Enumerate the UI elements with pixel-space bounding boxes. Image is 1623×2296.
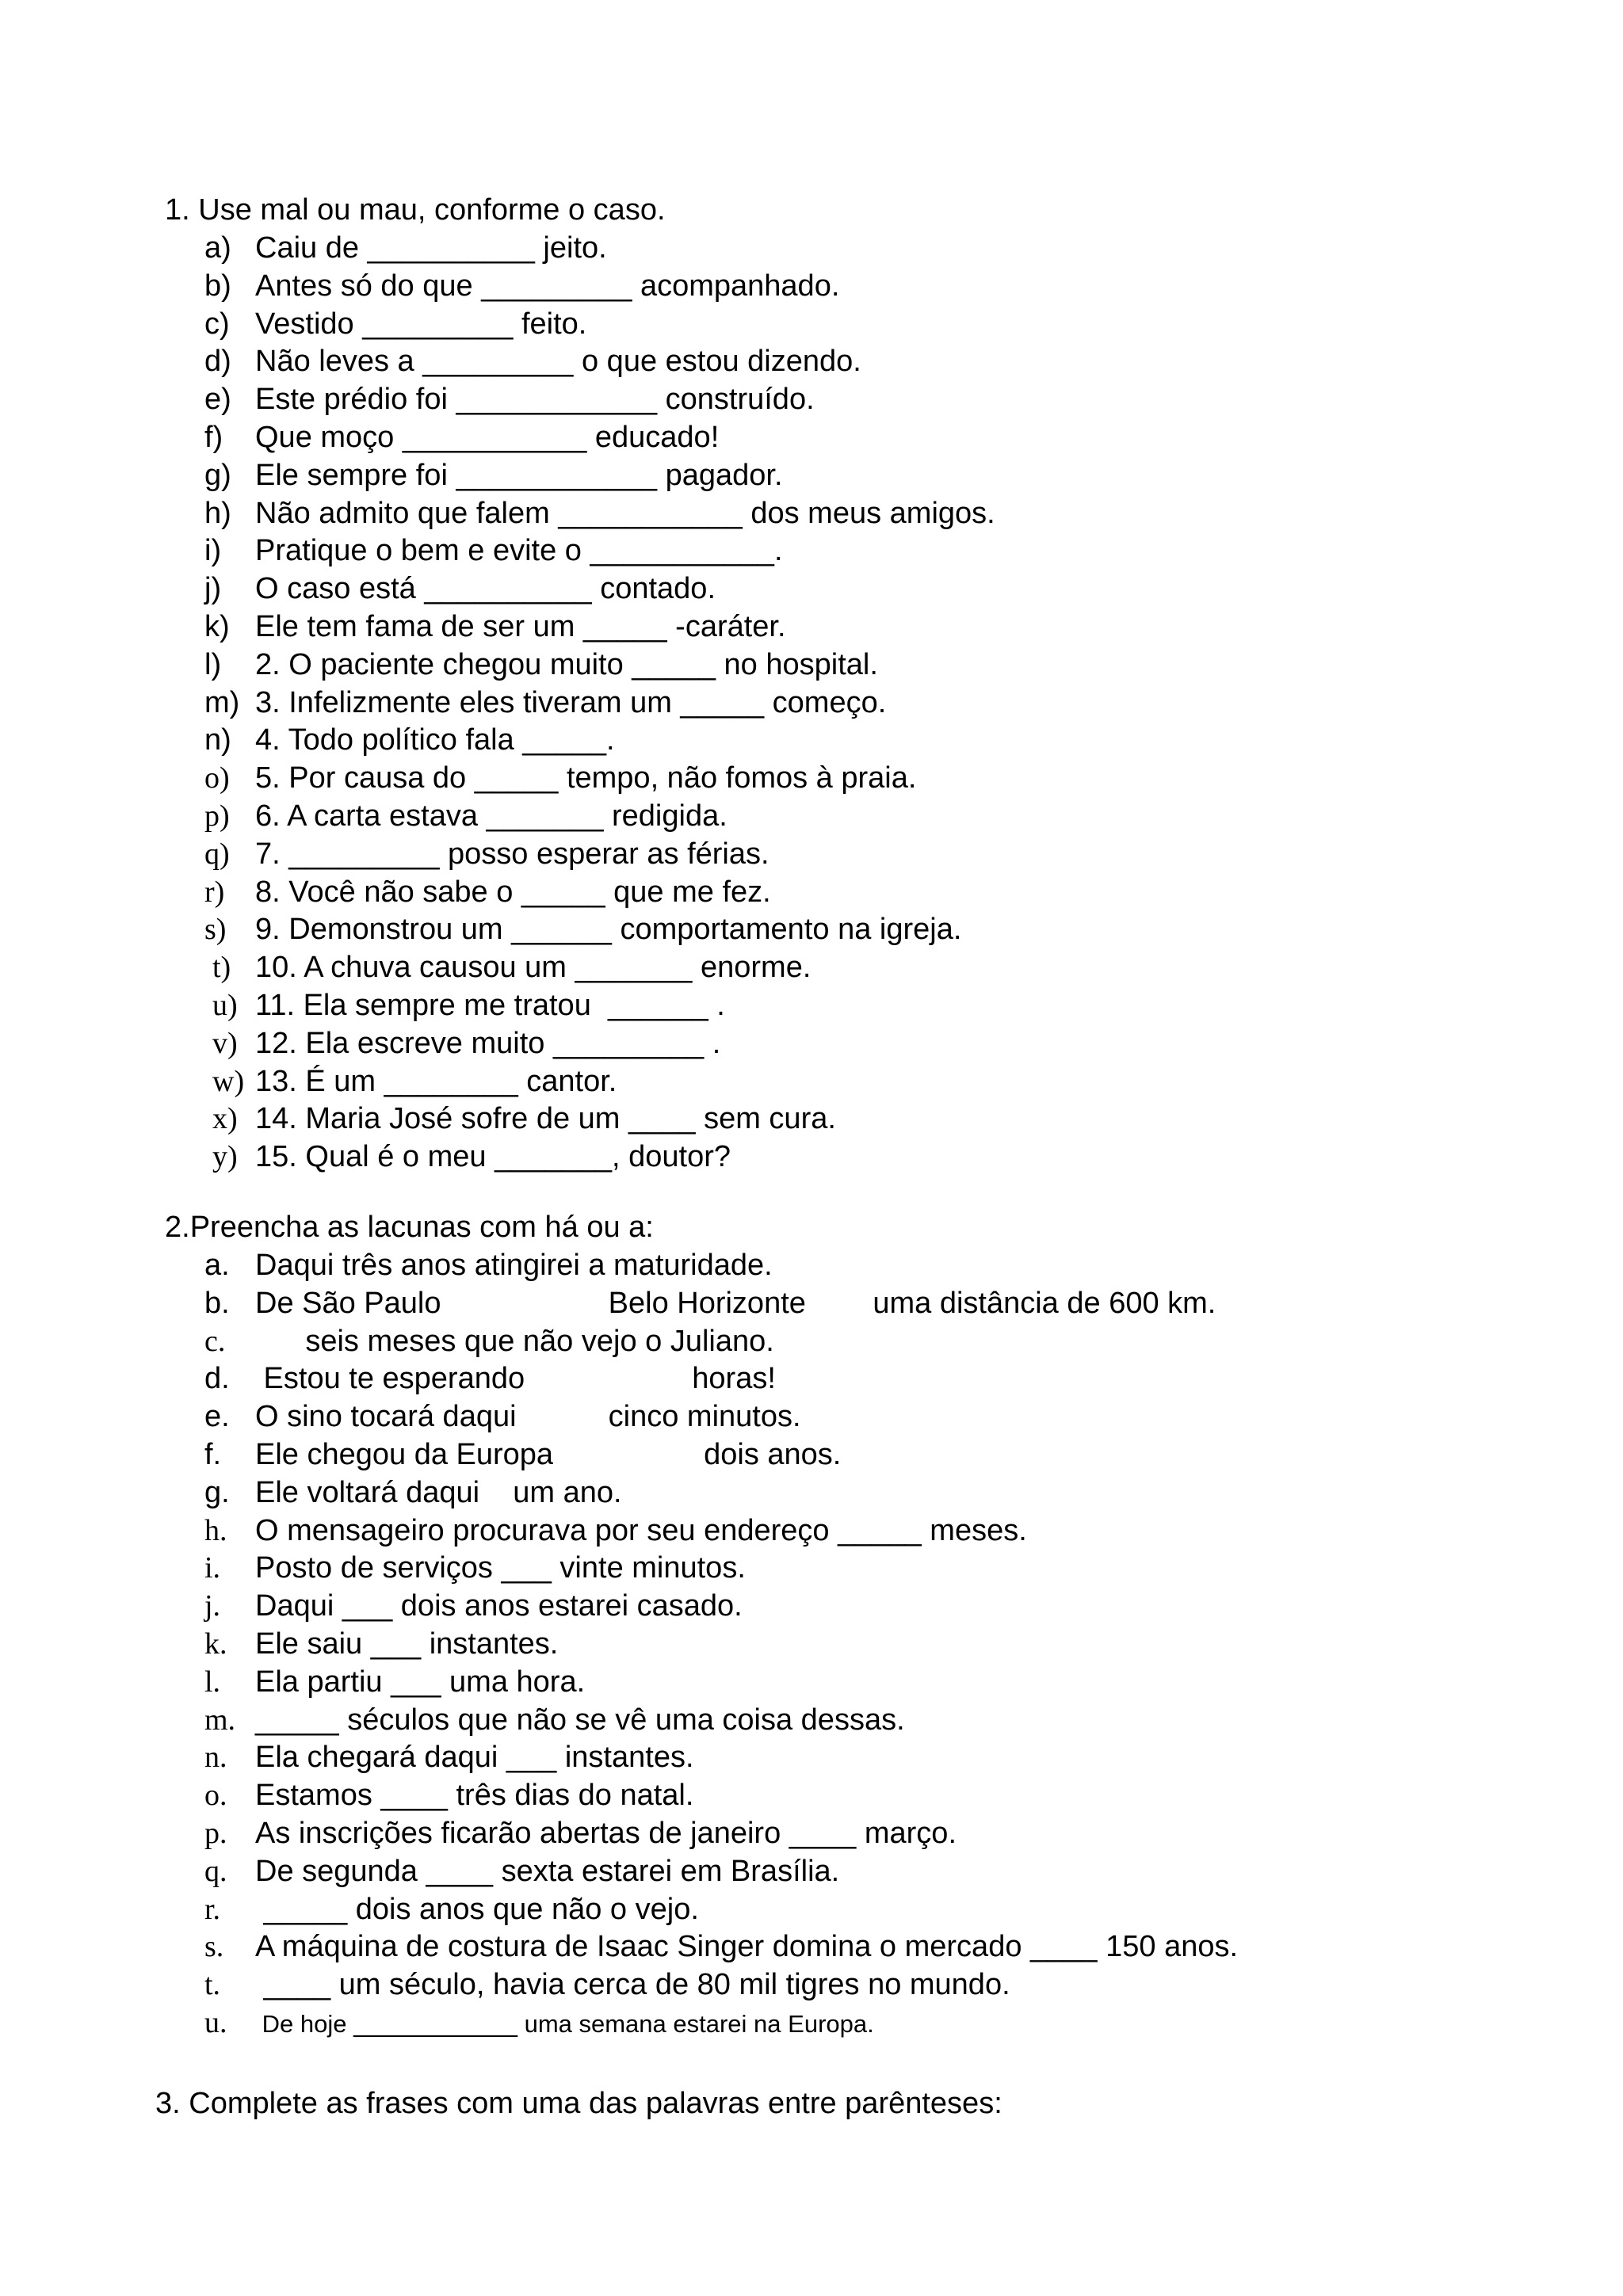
question-1-heading: 1. Use mal ou mau, conforme o caso. [165,193,666,227]
list-item [204,1928,1238,1966]
item-text: 12. Ela escreve muito _________ . [255,1026,721,1060]
item-marker: h) [204,496,231,530]
item-marker: o) [204,761,230,795]
list-item [204,646,995,685]
list-item [204,608,995,646]
item-marker: v) [212,1026,238,1060]
list-item [204,268,995,306]
item-marker: p. [204,1816,227,1850]
item-marker: u. [204,2005,227,2039]
list-item [204,343,995,381]
list-item [204,381,995,419]
list-item [204,306,995,344]
list-item [204,1853,1238,1891]
item-marker: a. [204,1249,230,1282]
item-text: Ele tem fama de ser um _____ -caráter. [255,609,786,643]
item-marker: c) [204,307,230,341]
item-marker: r) [204,875,225,909]
item-marker: r. [204,1892,221,1926]
item-text: Ela chegará daqui ___ instantes. [255,1741,694,1775]
item-marker: p) [204,799,230,833]
item-marker: a) [204,231,231,265]
item-marker: g. [204,1475,230,1509]
item-text: Posto de serviços ___ vinte minutos. [255,1551,746,1585]
item-marker: f. [204,1437,222,1471]
item-marker: q. [204,1854,227,1888]
list-item [204,532,995,570]
item-marker: y) [212,1140,238,1174]
item-marker: n) [204,723,231,757]
item-text: Vestido _________ feito. [255,307,587,341]
item-text: Ela partiu ___ uma hora. [255,1665,586,1699]
item-marker: h. [204,1513,227,1547]
list-item [204,1323,1238,1361]
list-item [204,1138,995,1177]
item-marker: f) [204,420,223,454]
list-item [204,1550,1238,1588]
item-text: 2. O paciente chegou muito _____ no hospital. [255,647,878,681]
item-text: Que moço ___________ educado! [255,420,720,454]
list-item [204,1285,1238,1323]
item-text: 8. Você não sabe o _____ que me fez. [255,875,771,909]
item-marker: j. [204,1589,221,1623]
list-item [204,2004,1238,2042]
item-text: 11. Ela sempre me tratou ______ . [255,988,725,1022]
list-item [204,1398,1238,1436]
item-text: 14. Maria José sofre de um ____ sem cura. [255,1102,836,1136]
item-text: O caso está __________ contado. [255,572,716,606]
item-text: Ele chegou da Europa dois anos. [255,1437,842,1471]
list-item [204,1247,1238,1285]
question-2-list [204,1247,1238,2042]
item-text: Daqui três anos atingirei a maturidade. [255,1249,773,1282]
list-item [204,1436,1238,1474]
list-item [204,987,995,1025]
item-text: 9. Demonstrou um ______ comportamento na igreja. [255,913,962,947]
item-text: Estou te esperando horas! [255,1362,776,1396]
item-text: Ele sempre foi ____________ pagador. [255,458,783,492]
item-text: _____ séculos que não se vê uma coisa dessas. [255,1703,905,1737]
list-item [204,1966,1238,2004]
item-marker: k) [204,609,230,643]
list-item [204,1777,1238,1815]
list-item [204,1588,1238,1626]
list-item [204,685,995,723]
item-text: O sino tocará daqui cinco minutos. [255,1400,801,1434]
item-marker: i. [204,1551,221,1585]
item-marker: u) [212,988,238,1022]
item-marker: k. [204,1627,227,1661]
item-text: Ele voltará daqui um ano. [255,1475,622,1509]
item-text: De segunda ____ sexta estarei em Brasília. [255,1854,840,1888]
item-marker: t. [204,1968,221,2002]
item-marker: s. [204,1930,224,1964]
list-item [204,1063,995,1101]
item-text: O mensageiro procurava por seu endereço _____ meses. [255,1513,1027,1547]
item-text: De hoje ____________ uma semana estarei na Europa. [255,2009,874,2038]
item-marker: m) [204,685,240,719]
item-marker: g) [204,458,231,492]
question-3-heading: 3. Complete as frases com uma das palavras entre parênteses: [155,2087,1002,2120]
item-text: Caiu de __________ jeito. [255,231,607,265]
item-text: ____ um século, havia cerca de 80 mil tigres no mundo. [255,1968,1010,2002]
item-marker: l) [204,647,222,681]
list-item [204,230,995,268]
item-marker: c. [204,1324,226,1358]
item-marker: b. [204,1286,230,1320]
list-item [204,798,995,836]
item-marker: q) [204,837,230,871]
item-text: Ele saiu ___ instantes. [255,1627,559,1661]
list-item [204,911,995,949]
item-marker: o. [204,1779,227,1813]
list-item [204,1360,1238,1398]
list-item [204,874,995,912]
list-item [204,1100,995,1138]
item-marker: t) [212,951,231,985]
item-marker: j) [204,572,222,606]
item-text: 10. A chuva causou um _______ enorme. [255,951,812,985]
item-text: Pratique o bem e evite o ___________. [255,534,783,568]
item-marker: l. [204,1665,221,1699]
list-item [204,1815,1238,1853]
list-item [204,1025,995,1063]
item-marker: d. [204,1362,230,1396]
list-item [204,570,995,608]
item-text: 4. Todo político fala _____. [255,723,615,757]
item-text: 13. É um ________ cantor. [255,1064,617,1098]
item-marker: x) [212,1102,238,1136]
list-item [204,1474,1238,1512]
item-text: Antes só do que _________ acompanhado. [255,269,840,303]
list-item [204,1626,1238,1664]
item-text: Não admito que falem ___________ dos meus amigos. [255,496,995,530]
item-text: A máquina de costura de Isaac Singer domina o mercado ____ 150 anos. [255,1930,1239,1964]
item-text: _____ dois anos que não o vejo. [255,1892,699,1926]
item-text: 6. A carta estava _______ redigida. [255,799,727,833]
question-1-list [204,230,995,1177]
list-item [204,457,995,495]
item-text: 15. Qual é o meu _______, doutor? [255,1140,731,1174]
item-marker: m. [204,1703,236,1737]
item-text: Estamos ____ três dias do natal. [255,1779,694,1813]
item-text: 3. Infelizmente eles tiveram um _____ começo. [255,685,887,719]
item-text: Daqui ___ dois anos estarei casado. [255,1589,743,1623]
list-item [204,1664,1238,1702]
list-item [204,722,995,760]
item-marker: e. [204,1400,230,1434]
item-text: 7. _________ posso esperar as férias. [255,837,769,871]
list-item [204,760,995,798]
item-text: Não leves a _________ o que estou dizendo. [255,345,861,379]
list-item [204,1739,1238,1777]
item-marker: d) [204,345,231,379]
item-marker: i) [204,534,222,568]
list-item [204,836,995,874]
item-text: Este prédio foi ____________ construído. [255,383,815,417]
item-marker: e) [204,383,231,417]
list-item [204,495,995,533]
item-text: seis meses que não vejo o Juliano. [255,1324,774,1358]
list-item [204,1891,1238,1929]
item-text: De São Paulo Belo Horizonte uma distância de 600 km. [255,1286,1216,1320]
item-marker: w) [212,1064,245,1098]
list-item [204,1702,1238,1740]
item-marker: n. [204,1741,227,1775]
list-item [204,949,995,987]
item-marker: s) [204,913,227,947]
list-item [204,1512,1238,1550]
item-marker: b) [204,269,231,303]
item-text: As inscrições ficarão abertas de janeiro ____ março. [255,1816,957,1850]
list-item [204,419,995,457]
item-text: 5. Por causa do _____ tempo, não fomos à praia. [255,761,917,795]
question-2-heading: 2.Preencha as lacunas com há ou a: [165,1211,654,1244]
